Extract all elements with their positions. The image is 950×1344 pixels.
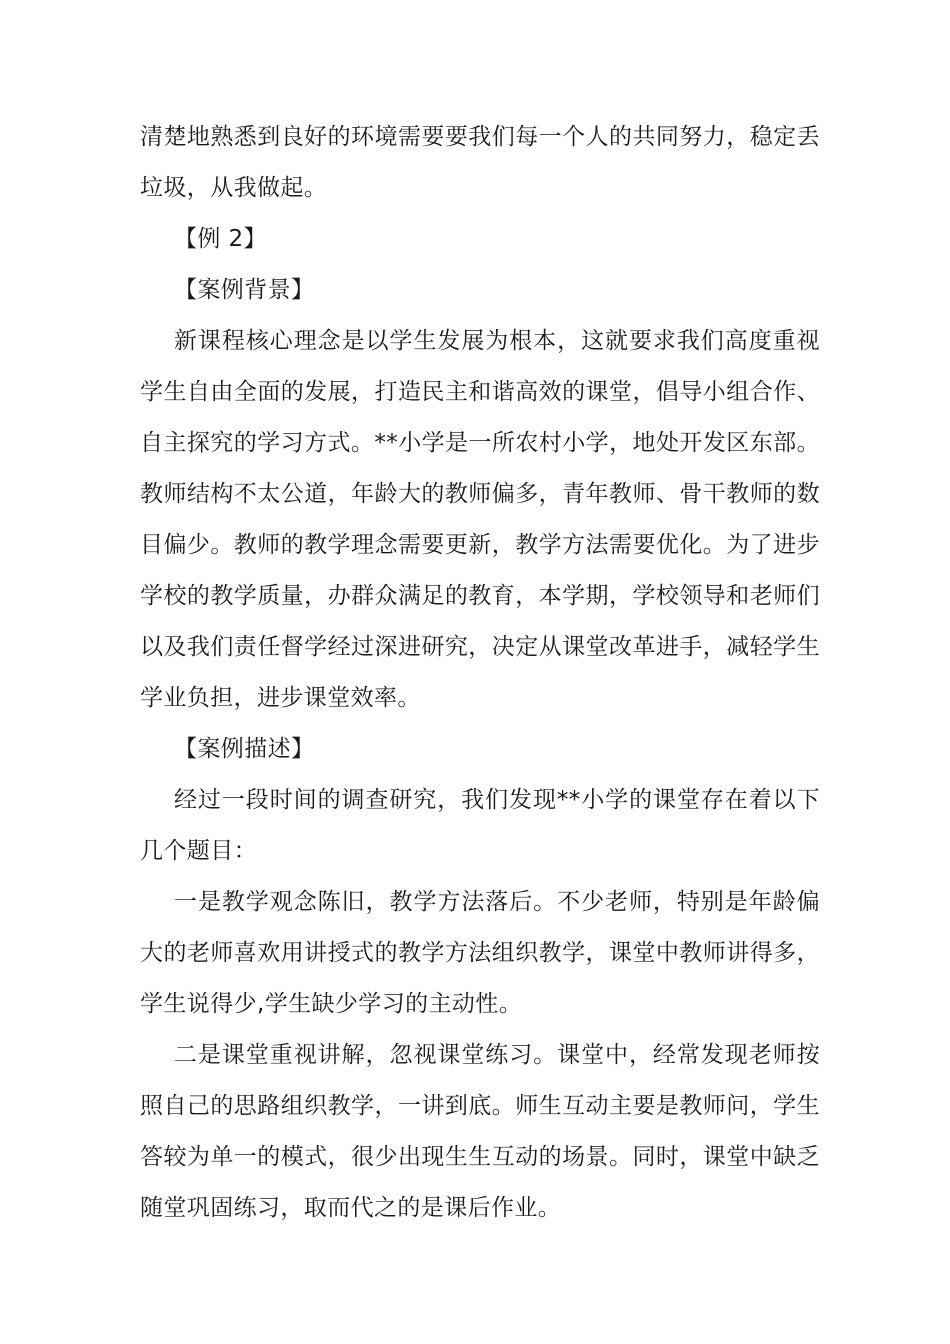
document-body [140,112,820,1234]
case-background-paragraph: 新课程核心理念是以学生发展为根本，这就要求我们高度重视学生自由全面的发展，打造民主和谐高效的课堂，倡导小组合作、自主探究的学习方式。**小学是一所农村小学，地处开发区东部。教师结构不太公道，年龄大的教师偏多，青年教师、骨干教师的数目偏少。教师的教学理念需要更新，教学方法需要优化。为了进步学校的教学质量，办群众满足的教育，本学期，学校领导和老师们以及我们责任督学经过深进研究，决定从课堂改革进手，减轻学生学业负担，进步课堂效率。 [140,328,820,711]
paragraph-continuation: 清楚地熟悉到良好的环境需要要我们每一个人的共同努力，稳定丢垃圾，从我做起。 [140,124,820,201]
case-description-heading: 【案例描述】 [174,736,315,762]
example-heading: 【例 2】 [174,226,267,252]
problem-one-paragraph: 一是教学观念陈旧，教学方法落后。不少老师，特别是年龄偏大的老师喜欢用讲授式的教学方法组织教学，课堂中教师讲得多，学生说得少,学生缺少学习的主动性。 [140,889,820,1017]
case-background-heading: 【案例背景】 [174,277,315,303]
problem-two-paragraph: 二是课堂重视讲解，忽视课堂练习。课堂中，经常发现老师按照自己的思路组织教学，一讲到底。师生互动主要是教师问，学生答较为单一的模式，很少出现生生互动的场景。同时，课堂中缺乏随堂巩固练习，取而代之的是课后作业。 [140,1042,820,1221]
case-description-intro: 经过一段时间的调查研究，我们发现**小学的课堂存在着以下几个题目： [140,787,820,864]
